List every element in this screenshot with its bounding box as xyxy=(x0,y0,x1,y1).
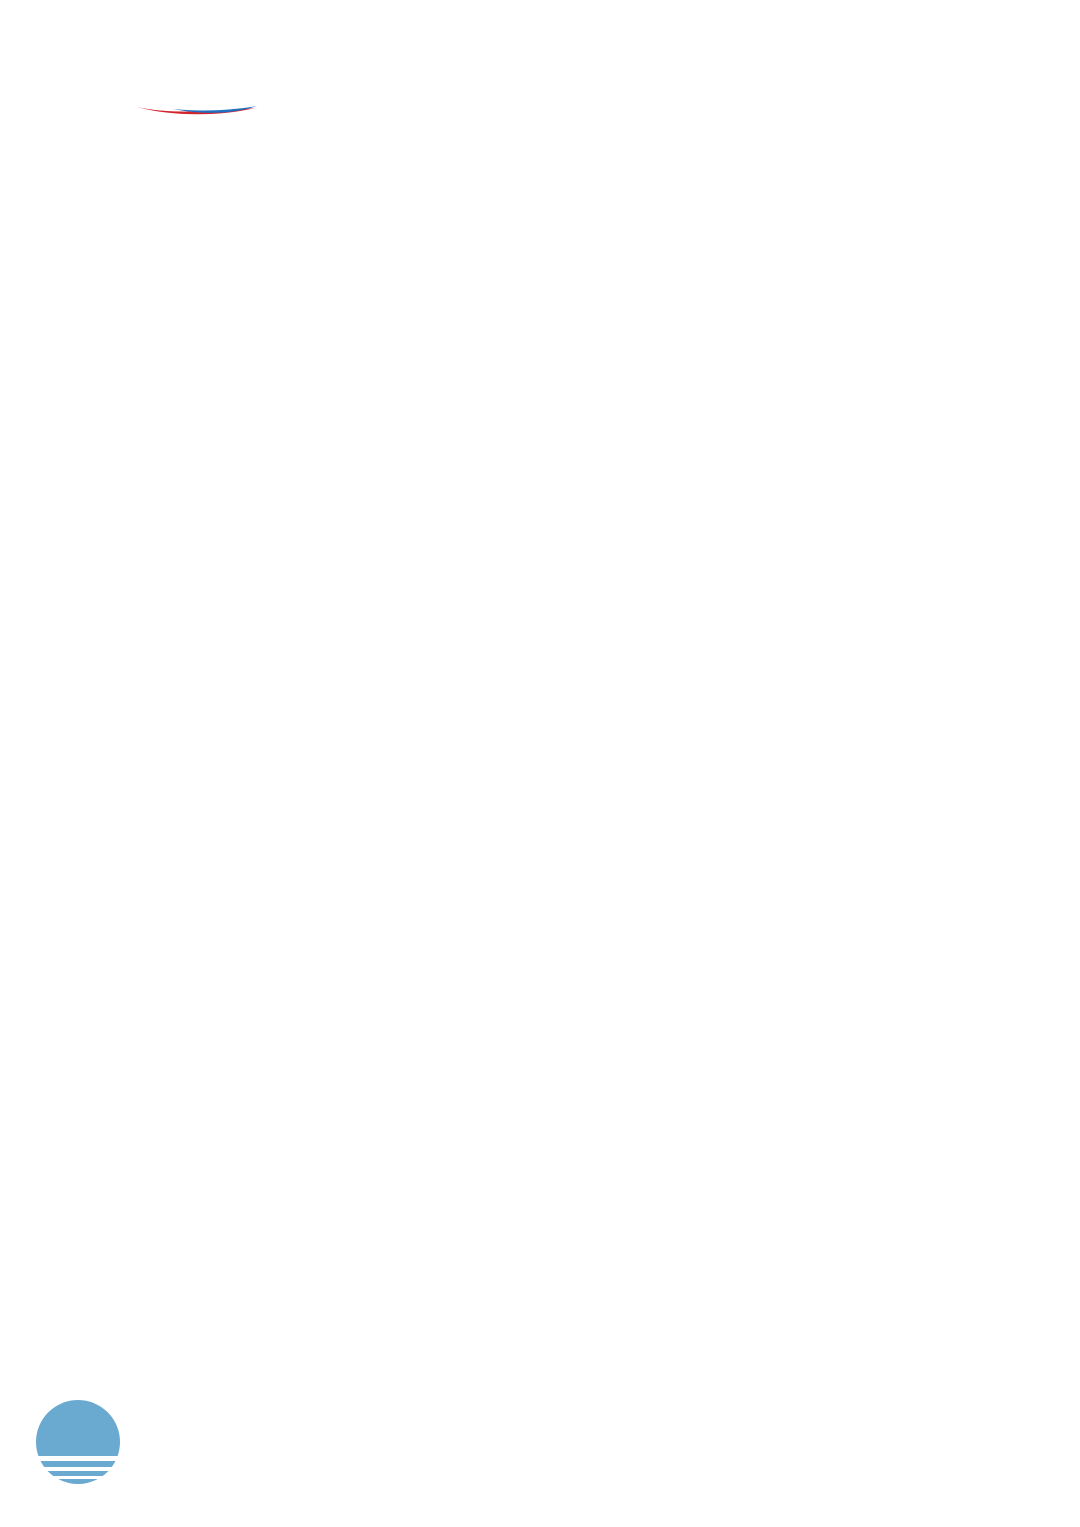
gtt-training-logo xyxy=(133,76,263,118)
seatracker-watermark xyxy=(0,1365,1080,1527)
sun-icon xyxy=(18,1400,138,1484)
